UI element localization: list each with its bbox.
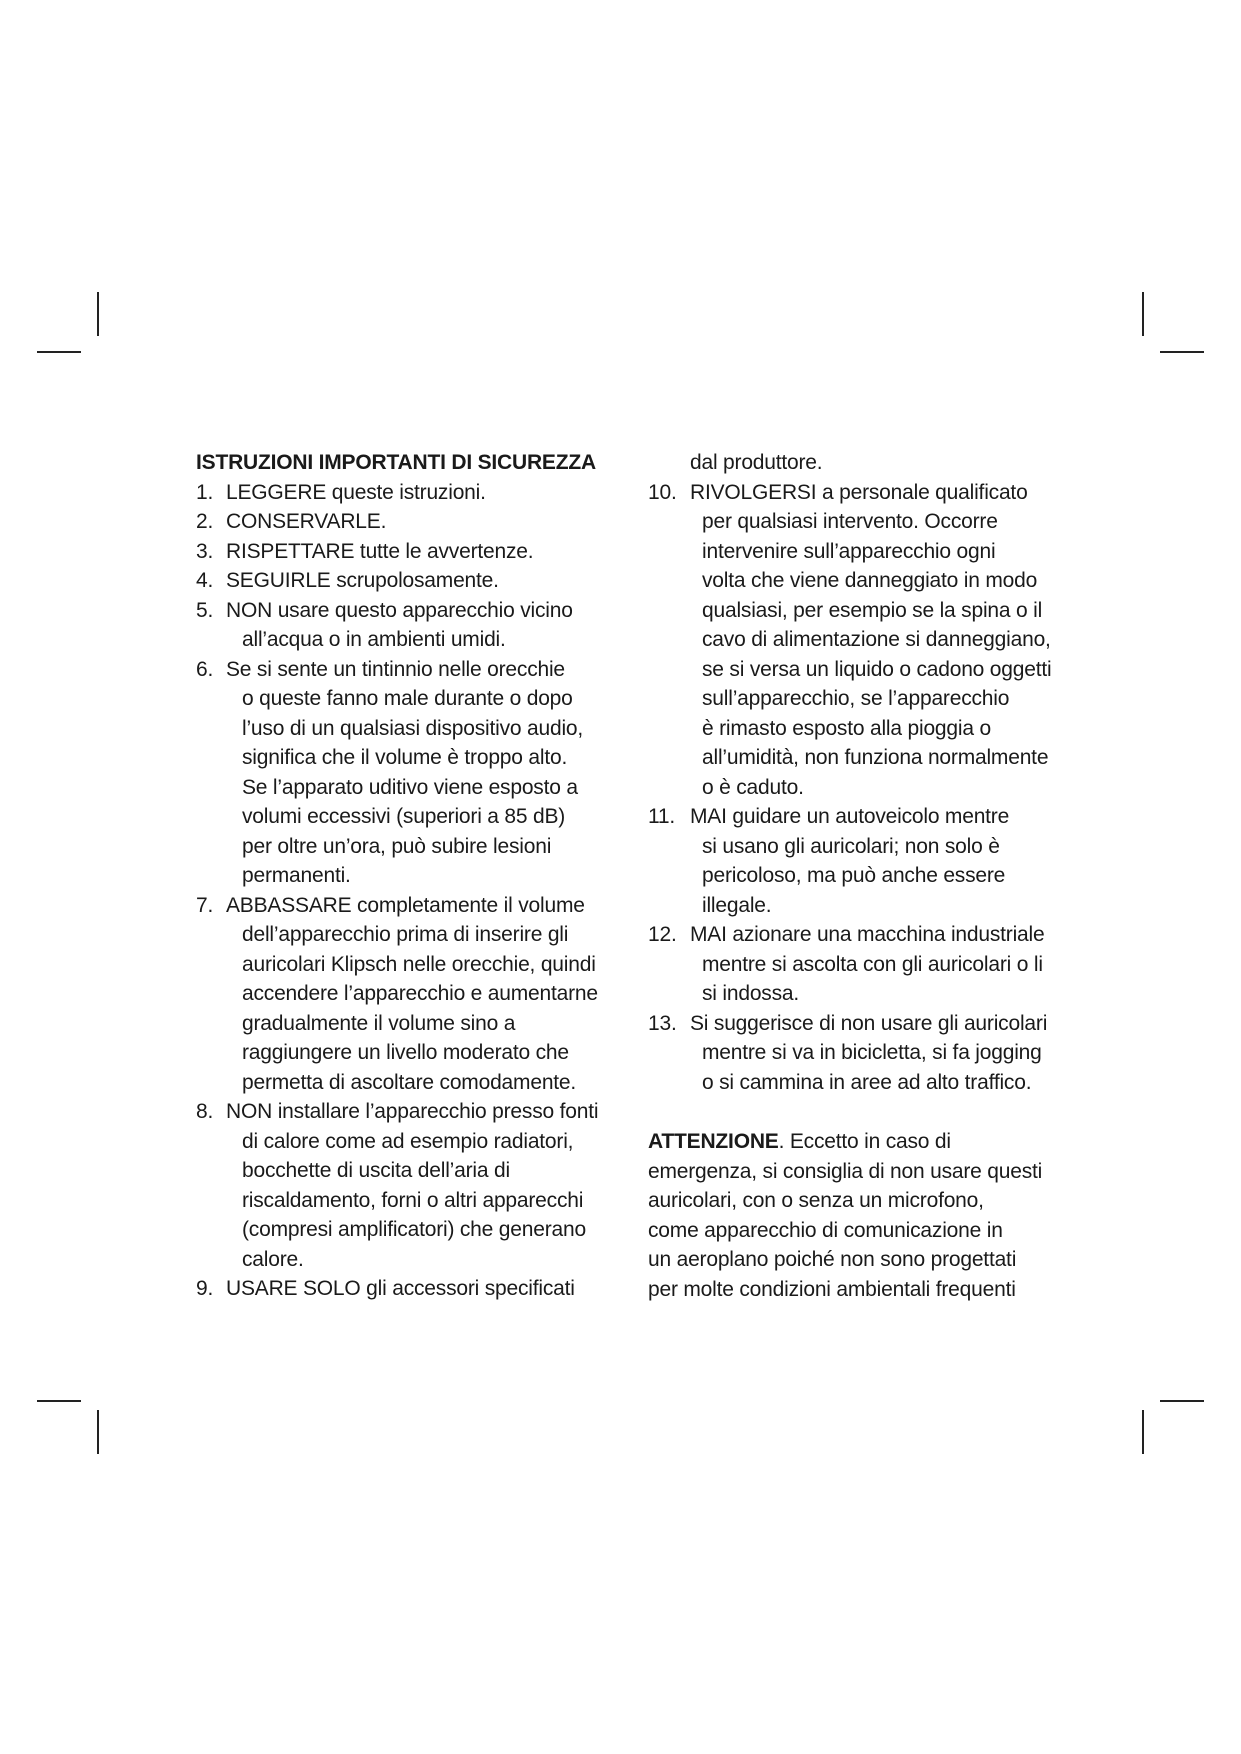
list-item-number: 11. xyxy=(648,805,676,828)
warning-line: come apparecchio di comunicazione in xyxy=(648,1218,1003,1242)
warning-line: emergenza, si consiglia di non usare questi xyxy=(648,1159,1043,1183)
list-item-number: 12. xyxy=(648,923,677,946)
list-item xyxy=(196,596,616,655)
warning-line: per molte condizioni ambientali frequenti xyxy=(648,1277,1016,1301)
right-column xyxy=(648,448,1052,1304)
list-item-line: per qualsiasi intervento. Occorre xyxy=(702,510,998,533)
list-item-number: 4. xyxy=(196,569,214,592)
list-item-number: 1. xyxy=(196,480,214,504)
list-item xyxy=(196,537,616,567)
list-item xyxy=(196,891,616,1098)
list-item-line: o si cammina in aree ad alto traffico. xyxy=(702,1070,1032,1094)
list-item-number: 2. xyxy=(196,510,214,533)
list-item-line: Se l’apparato uditivo viene esposto a xyxy=(242,775,578,799)
list-item-line: gradualmente il volume sino a xyxy=(242,1011,516,1035)
warning-paragraph xyxy=(648,1127,1048,1304)
list-item-line: MAI guidare un autoveicolo mentre xyxy=(690,805,1010,828)
list-item-line: CONSERVARLE. xyxy=(226,510,387,533)
list-item-line: (compresi amplificatori) che generano xyxy=(242,1218,586,1241)
safety-list-right xyxy=(648,478,1052,1098)
list-item-text xyxy=(226,1097,616,1274)
list-item xyxy=(196,566,616,596)
list-item-line: o queste fanno male durante o dopo xyxy=(242,687,573,710)
warning-first-line-rest: . Eccetto in caso di xyxy=(778,1130,951,1153)
list-item-line: RISPETTARE tutte le avvertenze. xyxy=(226,539,534,563)
crop-mark-top-left-horizontal xyxy=(37,351,81,353)
list-item-line: Si suggerisce di non usare gli auricolari xyxy=(690,1011,1048,1035)
list-item xyxy=(196,1274,616,1304)
warning-lines xyxy=(648,1157,1048,1305)
list-item-line: mentre si va in bicicletta, si fa jogging xyxy=(702,1041,1042,1064)
list-item-line: sull’apparecchio, se l’apparecchio xyxy=(702,687,1010,710)
list-item-line: USARE SOLO gli accessori specificati xyxy=(226,1277,575,1300)
crop-mark-bottom-left-vertical xyxy=(97,1410,99,1454)
list-item-text xyxy=(226,655,616,891)
list-item-line: volumi eccessivi (superiori a 85 dB) xyxy=(242,805,566,828)
list-item xyxy=(648,920,1048,1009)
list-item xyxy=(196,1097,616,1274)
list-item xyxy=(196,478,616,508)
crop-mark-bottom-right-vertical xyxy=(1142,1410,1144,1454)
list-item-number: 8. xyxy=(196,1100,214,1123)
crop-mark-bottom-left-horizontal xyxy=(37,1400,81,1402)
list-item-line: pericoloso, ma può anche essere xyxy=(702,864,1006,887)
list-item-line: qualsiasi, per esempio se la spina o il xyxy=(702,598,1043,622)
list-item-text xyxy=(226,1274,616,1304)
crop-mark-top-left-vertical xyxy=(97,292,99,336)
list-item-line: MAI azionare una macchina industriale xyxy=(690,923,1045,946)
crop-mark-top-right-horizontal xyxy=(1160,351,1204,353)
list-item xyxy=(196,655,616,891)
warning-line: auricolari, con o senza un microfono, xyxy=(648,1189,984,1212)
list-item-line: se si versa un liquido o cadono oggetti xyxy=(702,657,1052,681)
list-item-line: significa che il volume è troppo alto. xyxy=(242,746,568,769)
list-item xyxy=(648,802,1048,920)
list-item xyxy=(648,1009,1048,1098)
list-item-line: illegale. xyxy=(702,893,772,917)
list-item-line: è rimasto esposto alla pioggia o xyxy=(702,716,991,740)
list-item-text xyxy=(226,507,616,537)
list-item-text xyxy=(226,596,616,655)
list-item-line: RIVOLGERSI a personale qualificato xyxy=(690,480,1028,504)
list-item-text xyxy=(226,566,616,596)
list-item-line: raggiungere un livello moderato che xyxy=(242,1041,569,1064)
list-item-number: 5. xyxy=(196,598,214,622)
list-item xyxy=(196,507,616,537)
list-item-line: si indossa. xyxy=(702,982,800,1005)
list-item-line: NON installare l’apparecchio presso fonti xyxy=(226,1100,599,1123)
list-item-line: NON usare questo apparecchio vicino xyxy=(226,598,573,622)
list-item-line: per oltre un’ora, può subire lesioni xyxy=(242,834,552,858)
list-item-line: di calore come ad esempio radiatori, xyxy=(242,1129,574,1153)
list-item xyxy=(648,478,1052,803)
continued-line: dal produttore. xyxy=(690,451,823,474)
crop-mark-top-right-vertical xyxy=(1142,292,1144,336)
section-heading: ISTRUZIONI IMPORTANTI DI SICUREZZA xyxy=(196,451,596,474)
list-item-line: cavo di alimentazione si danneggiano, xyxy=(702,628,1051,651)
list-item-line: intervenire sull’apparecchio ogni xyxy=(702,539,996,563)
list-item-text xyxy=(690,920,1048,1009)
list-item-line: mentre si ascolta con gli auricolari o li xyxy=(702,952,1043,976)
list-item-text xyxy=(226,891,616,1098)
list-item-line: all’umidità, non funziona normalmente xyxy=(702,746,1049,769)
list-item-line: LEGGERE queste istruzioni. xyxy=(226,480,486,504)
safety-list-left xyxy=(196,478,616,1304)
warning-first-line xyxy=(648,1127,1048,1157)
list-item-line: o è caduto. xyxy=(702,775,804,799)
list-item-line: all’acqua o in ambienti umidi. xyxy=(242,628,506,651)
list-item-line: permetta di ascoltare comodamente. xyxy=(242,1070,577,1094)
list-item-text xyxy=(690,802,1048,920)
list-item-text xyxy=(690,1009,1048,1098)
list-item-line: calore. xyxy=(242,1247,304,1271)
list-item-line: accendere l’apparecchio e aumentarne xyxy=(242,982,598,1005)
left-column xyxy=(196,448,616,1304)
list-item-number: 9. xyxy=(196,1277,214,1300)
list-item-line: riscaldamento, forni o altri apparecchi xyxy=(242,1188,584,1212)
list-item-line: ABBASSARE completamente il volume xyxy=(226,893,585,917)
list-item-line: dell’apparecchio prima di inserire gli xyxy=(242,923,569,946)
list-item-line: auricolari Klipsch nelle orecchie, quindi xyxy=(242,952,596,976)
list-item-number: 3. xyxy=(196,539,214,563)
warning-line: un aeroplano poiché non sono progettati xyxy=(648,1248,1017,1271)
list-item-number: 10. xyxy=(648,480,677,504)
list-item-line: Se si sente un tintinnio nelle orecchie xyxy=(226,657,565,681)
list-item-text xyxy=(226,537,616,567)
list-item-number: 13. xyxy=(648,1011,677,1035)
list-item-number: 7. xyxy=(196,893,214,917)
list-item-line: permanenti. xyxy=(242,864,351,887)
list-item-line: l’uso di un qualsiasi dispositivo audio, xyxy=(242,716,584,740)
list-item-line: SEGUIRLE scrupolosamente. xyxy=(226,569,499,592)
list-item-number: 6. xyxy=(196,657,214,681)
list-item-line: bocchette di uscita dell’aria di xyxy=(242,1159,510,1182)
list-item-text xyxy=(690,478,1051,803)
list-item-line: si usano gli auricolari; non solo è xyxy=(702,834,1000,858)
list-item-line: volta che viene danneggiato in modo xyxy=(702,569,1038,592)
list-item-text xyxy=(226,478,616,508)
crop-mark-bottom-right-horizontal xyxy=(1160,1400,1204,1402)
warning-label: ATTENZIONE xyxy=(648,1130,779,1153)
